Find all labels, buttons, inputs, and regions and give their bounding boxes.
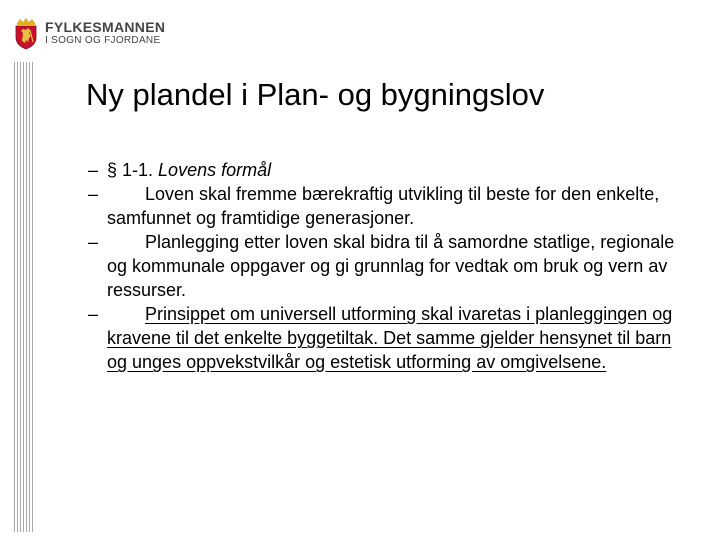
list-item — [88, 182, 688, 230]
section-number: § 1-1. — [107, 160, 154, 180]
dash-bullet: – — [88, 184, 99, 204]
list-item-text: Prinsippet om universell utforming skal ivaretas i planleggingen og kravene til det enkelte byggetiltak. Det samme gjelder hensynet til barn og unges oppvekstvilkår og estetisk utforming av omgivelsene. — [107, 304, 673, 372]
list-item — [88, 302, 688, 374]
list-item-text: Planlegging etter loven skal bidra til å samordne statlige, regionale og kommunale oppgaver og gi grunnlag for vedtak om bruk og vern av ressurser. — [107, 232, 675, 300]
coat-of-arms-lion-icon — [14, 18, 38, 50]
section-heading — [88, 158, 688, 182]
organization-wordmark — [45, 20, 165, 46]
org-name-line2: I SOGN OG FJORDANE — [45, 35, 161, 46]
dash-bullet: – — [88, 304, 99, 324]
org-name-line1: FYLKESMANNEN — [45, 19, 166, 35]
slide-body — [88, 158, 688, 374]
dash-bullet: – — [88, 232, 99, 252]
left-decorative-rules — [14, 62, 36, 532]
list-item — [88, 230, 688, 302]
dash-bullet: – — [88, 160, 99, 180]
list-item-text: Loven skal fremme bærekraftig utvikling til beste for den enkelte, samfunnet og framtidige generasjoner. — [107, 184, 660, 228]
slide-title: Ny plandel i Plan- og bygningslov — [86, 77, 545, 112]
section-title: Lovens formål — [158, 160, 272, 180]
